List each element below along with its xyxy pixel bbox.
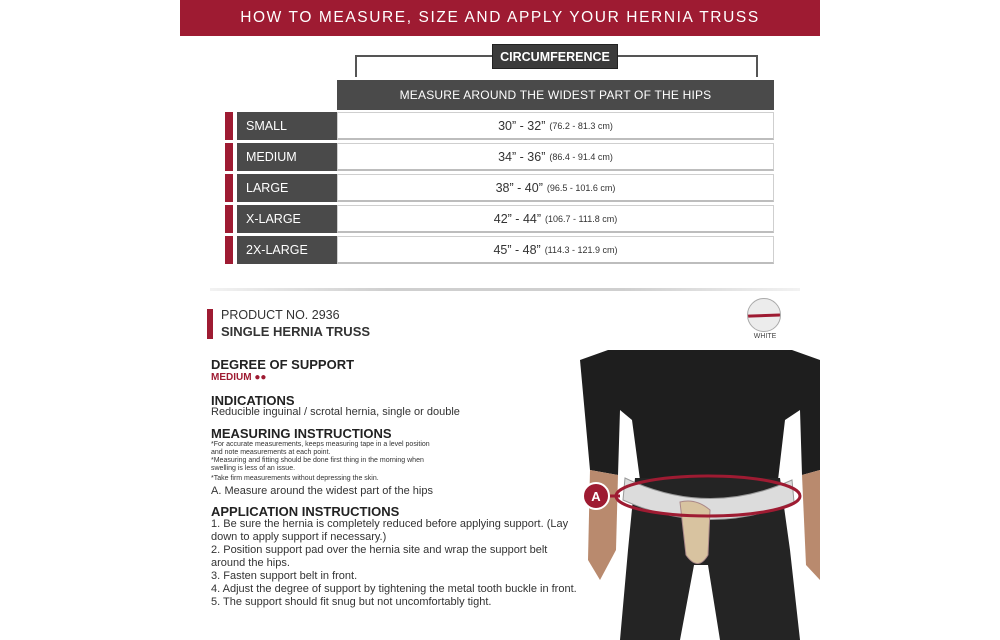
application-line: 4. Adjust the degree of support by tightening the metal tooth buckle in front. (211, 583, 577, 595)
size-name: SMALL (237, 112, 347, 140)
row-accent (225, 174, 233, 202)
indications-text: Reducible inguinal / scrotal hernia, single or double (211, 406, 460, 418)
size-measurement (337, 143, 774, 171)
measuring-note: *For accurate measurements, keeps measuring tape in a level position (211, 441, 430, 448)
size-row-x-large (225, 205, 775, 233)
product-accent-bar (207, 309, 213, 339)
support-heading: DEGREE OF SUPPORT (211, 357, 355, 372)
application-line: 3. Fasten support belt in front. (211, 570, 358, 582)
measuring-note: swelling is less of an issue. (211, 465, 296, 472)
measuring-heading: MEASURING INSTRUCTIONS (211, 426, 392, 441)
application-line: down to apply support if necessary.) (211, 531, 387, 543)
application-heading: APPLICATION INSTRUCTIONS (211, 504, 400, 519)
size-cm: (86.4 - 91.4 cm) (549, 151, 613, 162)
size-name: MEDIUM (237, 143, 347, 171)
product-name: SINGLE HERNIA TRUSS (221, 324, 371, 339)
application-line: around the hips. (211, 557, 290, 569)
size-row-small (225, 112, 775, 140)
measuring-step-a: A. Measure around the widest part of the hips (211, 485, 433, 497)
application-line: 1. Be sure the hernia is completely reduced before applying support. (Lay (211, 518, 569, 530)
size-row-2x-large (225, 236, 775, 264)
section-divider (210, 288, 800, 291)
measuring-note: *Take firm measurements without depressing the skin. (211, 475, 379, 482)
row-accent (225, 205, 233, 233)
swatch-stripe (747, 313, 781, 318)
size-row-medium (225, 143, 775, 171)
size-measurement (337, 112, 774, 140)
marker-a-label: A (591, 489, 601, 504)
row-accent (225, 112, 233, 140)
measuring-note: and note measurements at each point. (211, 449, 331, 456)
size-inches: 45” - 48” (493, 242, 541, 257)
measure-header: MEASURE AROUND THE WIDEST PART OF THE HIPS (337, 80, 774, 110)
measuring-note: *Measuring and fitting should be done first thing in the morning when (211, 457, 424, 464)
application-line: 5. The support should fit snug but not uncomfortably tight. (211, 596, 492, 608)
color-swatch-label: WHITE (753, 333, 777, 340)
color-swatch (747, 298, 781, 332)
size-measurement (337, 205, 774, 233)
size-row-large (225, 174, 775, 202)
banner-title: HOW TO MEASURE, SIZE AND APPLY YOUR HERNIA TRUSS (240, 9, 760, 26)
size-inches: 30” - 32” (498, 118, 546, 133)
size-name: 2X-LARGE (237, 236, 347, 264)
circumference-label: CIRCUMFERENCE (492, 44, 618, 69)
product-number: PRODUCT NO. 2936 (221, 308, 340, 322)
model-photo (580, 350, 820, 640)
page-banner (180, 0, 820, 36)
size-cm: (96.5 - 101.6 cm) (546, 182, 616, 193)
size-measurement (337, 236, 774, 264)
size-cm: (114.3 - 121.9 cm) (544, 244, 618, 255)
size-cm: (106.7 - 111.8 cm) (545, 213, 618, 224)
size-measurement (337, 174, 774, 202)
row-accent (225, 143, 233, 171)
indications-heading: INDICATIONS (211, 393, 295, 408)
application-line: 2. Position support pad over the hernia site and wrap the support belt (211, 544, 548, 556)
size-cm: (76.2 - 81.3 cm) (549, 120, 613, 131)
size-inches: 34” - 36” (498, 149, 546, 164)
support-level: MEDIUM ●● (211, 372, 267, 383)
row-accent (225, 236, 233, 264)
size-name: LARGE (237, 174, 347, 202)
size-inches: 38” - 40” (495, 180, 543, 195)
size-inches: 42” - 44” (493, 211, 542, 226)
size-name: X-LARGE (237, 205, 347, 233)
